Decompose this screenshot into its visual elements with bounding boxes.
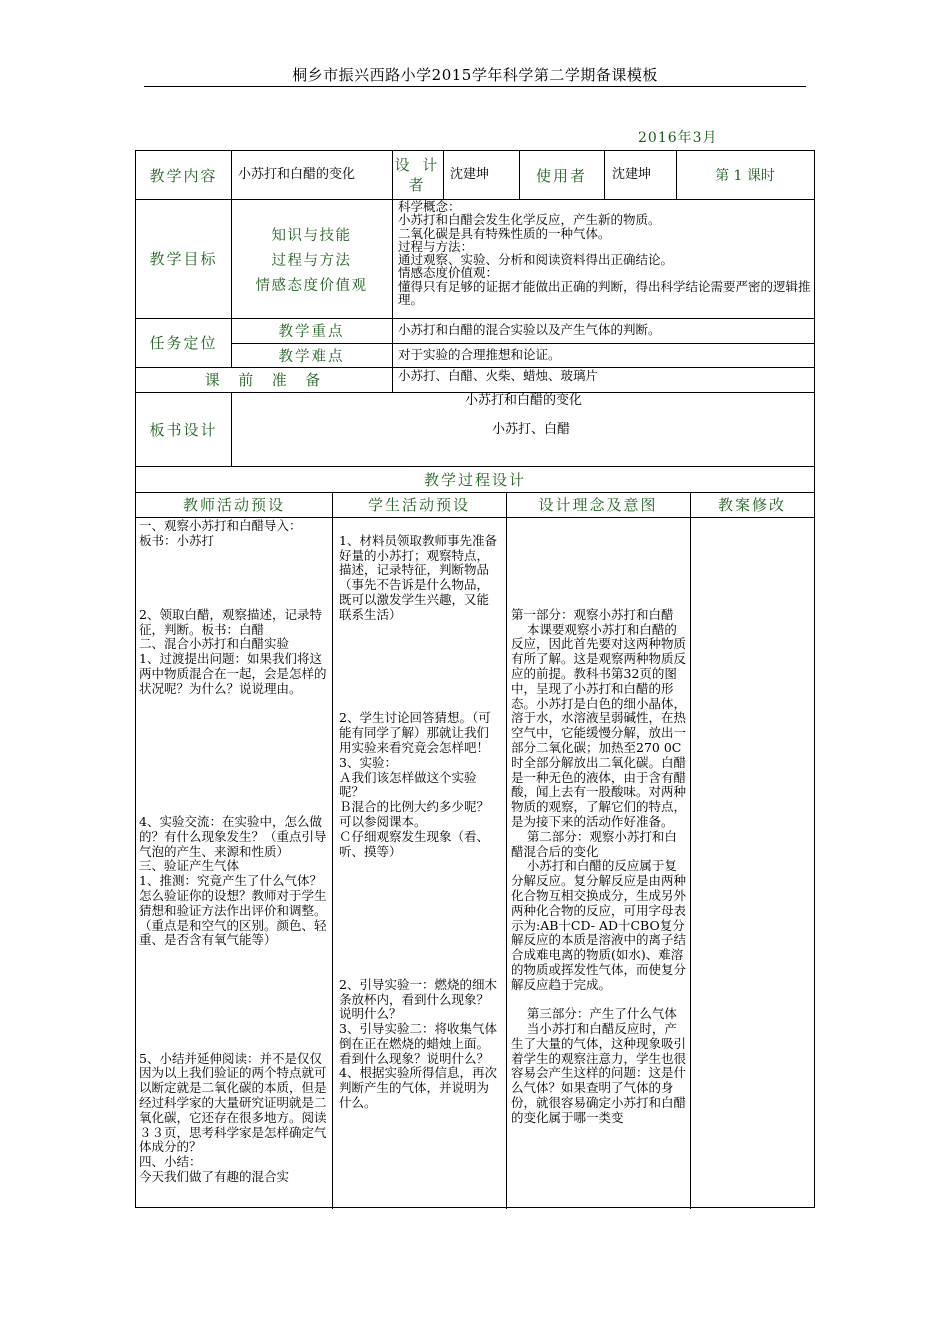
- board-label: 板书设计: [149, 420, 218, 439]
- col-divider: [392, 151, 393, 199]
- col-divider: [332, 492, 333, 1209]
- col-divider: [604, 151, 605, 199]
- key-point-text: 小苏打和白醋的混合实验以及产生气体的判断。: [398, 322, 661, 338]
- teacher-activities: 一、观察小苏打和白醋导入： 板书：小苏打 2、领取白醋，观察描述，记录特征，判断。板书：白醋 二、混合小苏打和白醋实验 1、过渡提出问题：如果我们将这两中物质混合在一起，会是怎样的状况呢？为什么？说说理由。 4、实验交流：在实验中，怎么做的？有什么现象发生？（重点引导气泡的产生、来源和性质） 三、验证产生气体 1、推测：究竟产生了什么气体？怎么验证你的设想？教师对于学生猜想和验证方法作出评价和调整。（重点是和空气的区别。颜色、轻重、是否含有氧气能等） 5、小结并延伸阅读：并不是仅仅因为以上我们验证的两个特点就可以断定就是二氧化碳的本质，但是经过科学家的大量研究证明就是二氧化碳，它还存在很多地方。阅读３３页，思考科学家是怎样确定气体成分的？ 四、小结： 今天我们做了有趣的混合实: [139, 519, 327, 1185]
- col-divider: [506, 492, 507, 1209]
- student-col-header: 学生活动预设: [367, 496, 470, 514]
- goal-attitude: 情感态度价值观: [255, 278, 368, 294]
- prep-label: 课 前 准 备: [204, 371, 324, 389]
- content-value: 小苏打和白醋的变化: [238, 166, 356, 182]
- col-divider: [231, 151, 232, 199]
- document-date: 2016年3月: [638, 130, 718, 146]
- user-value: 沈建坤: [612, 166, 652, 182]
- header-rule: [144, 86, 806, 87]
- user-label: 使用者: [535, 166, 587, 185]
- board-line2: 小苏打、白醋: [491, 422, 570, 437]
- goals-label: 教学目标: [149, 250, 218, 268]
- designer-value: 沈建坤: [450, 166, 490, 182]
- revision-col-header: 教案修改: [717, 496, 786, 514]
- difficulty-text: 对于实验的合理推想和论证。: [398, 346, 561, 362]
- page-header-title: 桐乡市振兴西路小学2015学年科学第二学期备课模板: [292, 66, 658, 84]
- content-label: 教学内容: [149, 166, 218, 185]
- design-rationale: 第一部分：观察小苏打和白醋 本课要观察小苏打和白醋的反应，因此首先要对这两种物质有所了解。这是观察两种物质反应的前提。教科书第32页的图中，呈现了小苏打和白醋的形态。小苏打是白色的细小晶体，溶于水，水溶液呈弱碱性，在热空气中，它能缓慢分解，放出一部分二氧化碳；加热至270 0C时全部分解放出二氧化碳。白醋是一种无色的液体，由于含有醋酸，闻上去有一股酸味。对两种物质的观察，了解它们的特点，是为接下来的活动作好准备。 第二部分：观察小苏打和白醋混合后的变化 小苏打和白醋的反应属于复分解反应。复分解反应是由两种化合物互相交换成分，生成另外两种化合物的反应，可用字母表示为:AB十CD- AD十CBO复分解反应的本质是溶液中的离子结合成难电离的物质(如水)、难溶的物质或挥发性气体，而使复分解反应趋于完成。 第三部分：产生了什么气体 当小苏打和白醋反应时，产生了大量的气体，这种现象吸引着学生的观察注意力，学生也很容易会产生这样的问题：这是什么气体？如果查明了气体的身份，就很容易确定小苏打和白醋的变化属于哪一类变: [511, 606, 686, 1125]
- col-divider: [443, 151, 444, 199]
- task-label: 任务定位: [149, 334, 218, 352]
- row-divider: [136, 517, 814, 518]
- difficulty-label: 教学难点: [278, 348, 345, 365]
- goals-subheadings: [231, 199, 392, 318]
- design-col-header: 设计理念及意图: [538, 496, 658, 514]
- goal-process: 过程与方法: [271, 253, 352, 269]
- goals-text: 科学概念： 小苏打和白醋会发生化学反应，产生新的物质。 二氧化碳是具有特殊性质的一种气体。 过程与方法： 通过观察、实验、分析和阅读资料得出正确结论。 情感态度价值观： 懂得只有足够的证据才能做出正确的判断，得出科学结论需要严密的逻辑推理。: [398, 199, 811, 308]
- goal-knowledge: 知识与技能: [271, 228, 352, 244]
- teacher-col-header: 教师活动预设: [182, 496, 285, 514]
- lesson-plan-table: [135, 150, 815, 1208]
- designer-label: 设 计 者: [394, 156, 442, 194]
- lesson-number: 第 1 课时: [715, 168, 775, 184]
- process-title: 教学过程设计: [423, 470, 526, 489]
- key-point-label: 教学重点: [278, 324, 345, 340]
- col-divider: [392, 199, 393, 392]
- board-line1: 小苏打和白醋的变化: [464, 393, 582, 408]
- col-divider: [690, 492, 691, 1209]
- prep-text: 小苏打、白醋、火柴、蜡烛、玻璃片: [398, 368, 599, 383]
- student-activities: 1、材料员领取教师事先准备好量的小苏打；观察特点，描述，记录特征，判断物品（事先不告诉是什么物品，既可以激发学生兴趣，又能联系生活） 2、学生讨论回答猜想。（可能有同学了解）那就让我们用实验来看究竟会怎样吧！ 3、实验： Ａ我们该怎样做这个实验呢？ Ｂ混合的比例大约多少呢？可以参阅课本。 Ｃ仔细观察发生现象（看、听、摸等） 2、引导实验一：燃烧的细木条放杯内，看到什么现象？说明什么？ 3、引导实验二：将收集气体倒在正在燃烧的蜡烛上面。看到什么现象？说明什么？ 4、根据实验所得信息，再次判断产生的气体，并说明为什么。: [339, 532, 497, 1111]
